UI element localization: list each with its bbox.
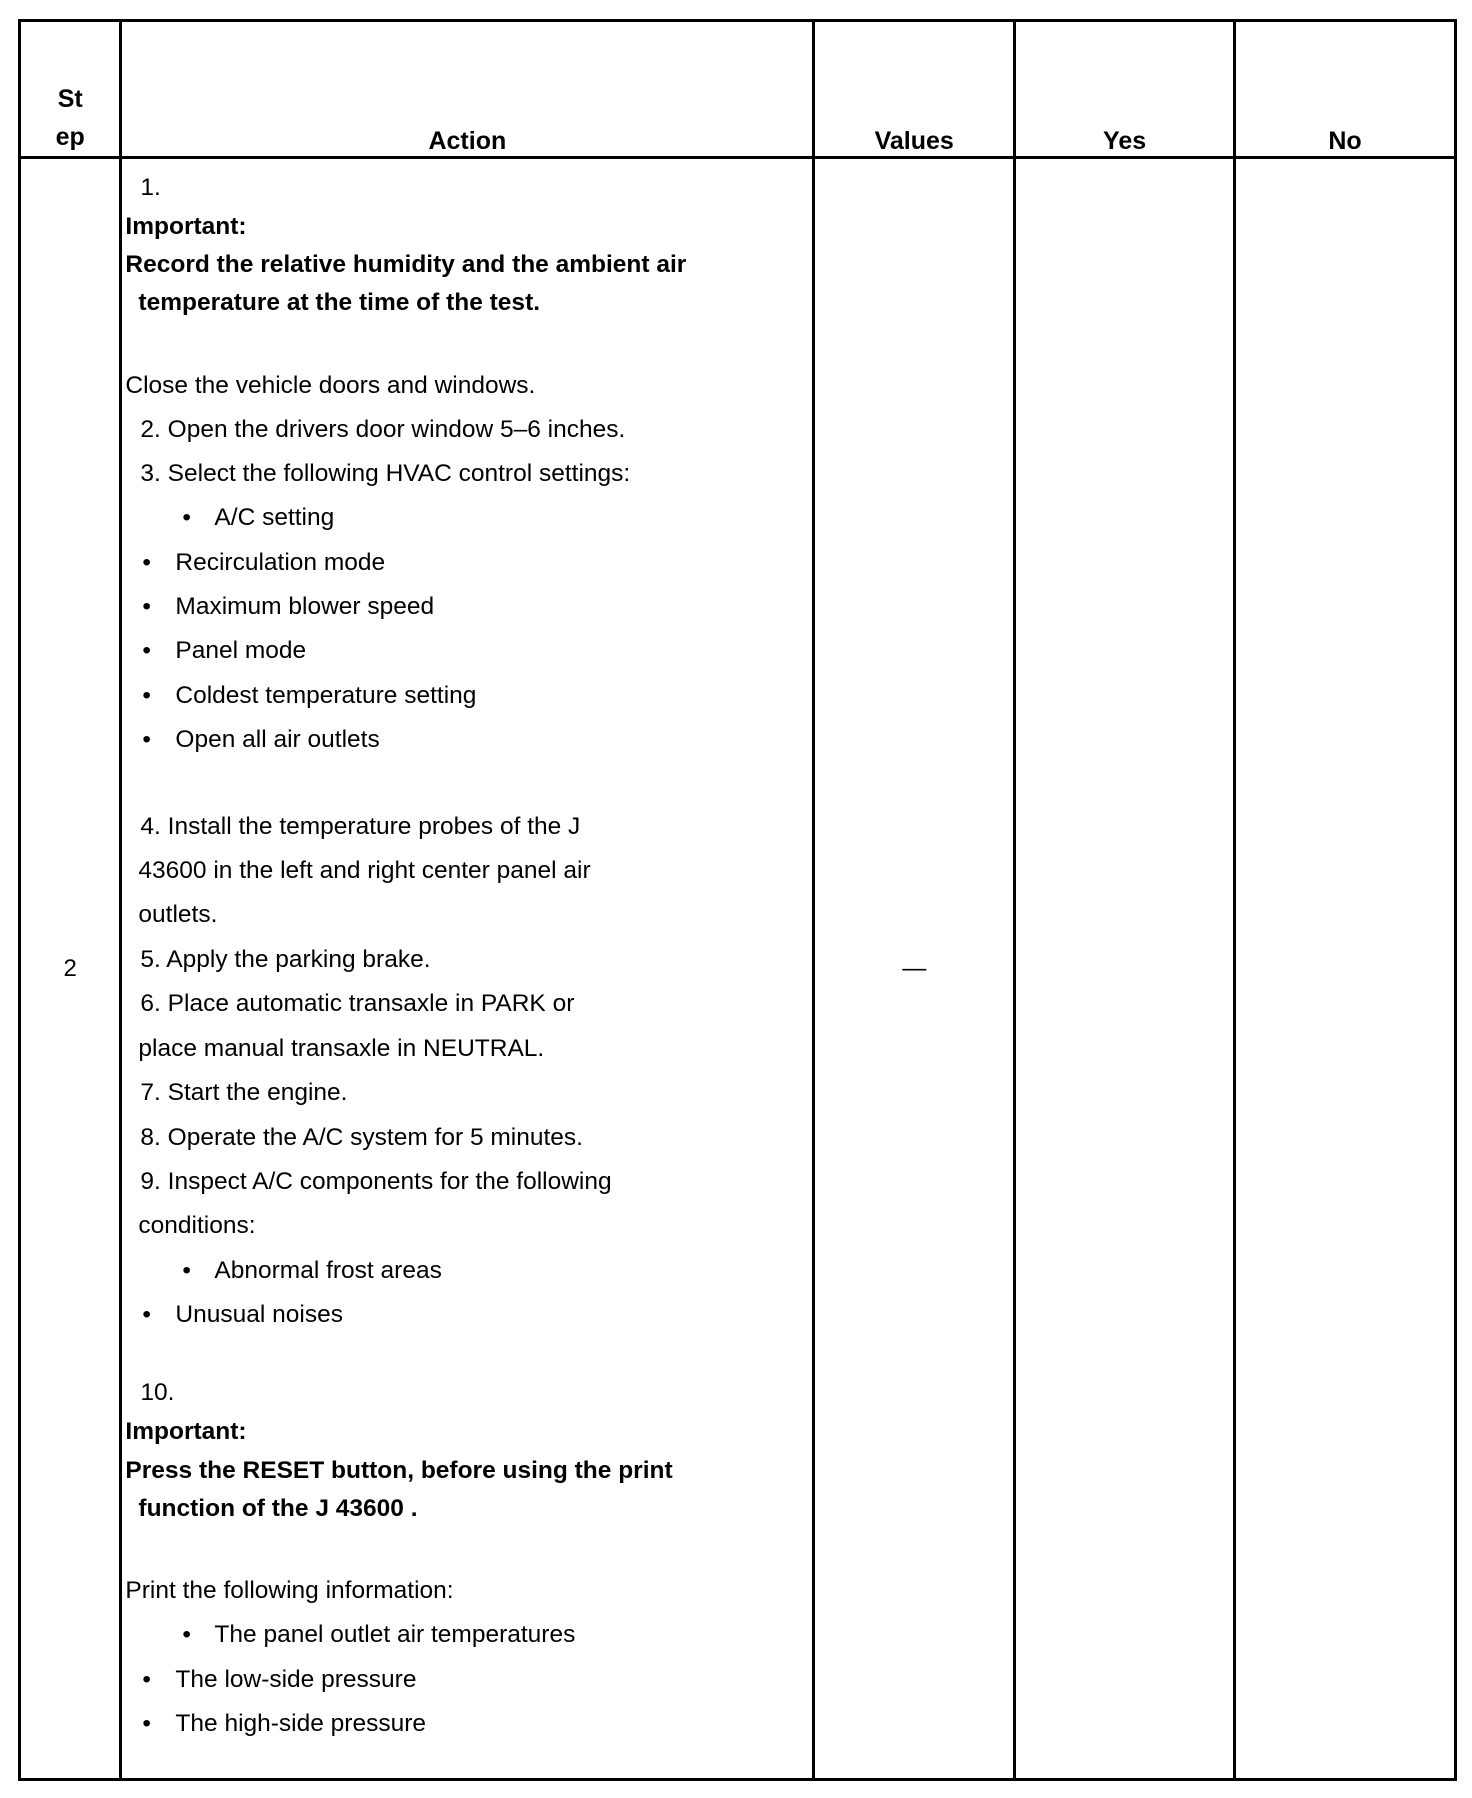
bullet-icon: •	[142, 593, 151, 620]
yes-cell	[1015, 158, 1235, 1780]
header-no: No	[1235, 21, 1456, 158]
bullet-icon: •	[142, 1666, 151, 1693]
bullet-icon: •	[182, 1257, 191, 1284]
step-8-text: 8. Operate the A/C system for 5 minutes.	[140, 1124, 583, 1151]
bullet-panel-temps: The panel outlet air temperatures	[214, 1621, 576, 1648]
step-2-text: 2. Open the drivers door window 5–6 inches.	[140, 416, 626, 443]
header-step	[20, 21, 121, 158]
important-text-2-line1: Press the RESET button, before using the print	[125, 1457, 673, 1484]
step-number: 2	[20, 158, 121, 1780]
bullet-icon: •	[182, 504, 191, 531]
bullet-low-side: The low-side pressure	[175, 1666, 417, 1693]
important-text-1-line2: temperature at the time of the test.	[138, 289, 541, 316]
bullet-icon: •	[142, 637, 151, 664]
step-4-line1: 4. Install the temperature probes of the J	[140, 813, 581, 840]
procedure-table	[18, 19, 1457, 1781]
header-step-line2: ep	[55, 123, 85, 151]
bullet-blower-speed: Maximum blower speed	[175, 593, 435, 620]
important-label-1: Important:	[125, 213, 247, 240]
bullet-panel-mode: Panel mode	[175, 637, 307, 664]
print-info-text: Print the following information:	[125, 1577, 454, 1604]
bullet-icon: •	[142, 726, 151, 753]
step-row	[20, 158, 1456, 1780]
step-9-line2: conditions:	[138, 1212, 256, 1239]
bullet-frost-areas: Abnormal frost areas	[214, 1257, 442, 1284]
step-3-text: 3. Select the following HVAC control settings:	[140, 460, 631, 487]
important-text-1-line1: Record the relative humidity and the ambient air	[125, 251, 687, 278]
bullet-recirculation: Recirculation mode	[175, 549, 386, 576]
step-9-line1: 9. Inspect A/C components for the following	[140, 1168, 612, 1195]
important-text-2-line2: function of the J 43600 .	[138, 1495, 418, 1522]
values-cell: —	[814, 158, 1015, 1780]
step-6-line1: 6. Place automatic transaxle in PARK or	[140, 990, 575, 1017]
bullet-air-outlets: Open all air outlets	[175, 726, 380, 753]
bullet-icon: •	[142, 549, 151, 576]
bullet-high-side: The high-side pressure	[175, 1710, 426, 1737]
step-7-text: 7. Start the engine.	[140, 1079, 348, 1106]
bullet-coldest-temp: Coldest temperature setting	[175, 682, 477, 709]
step-4-line3: outlets.	[138, 901, 218, 928]
bullet-icon: •	[142, 1301, 151, 1328]
bullet-icon: •	[142, 682, 151, 709]
action-cell	[121, 158, 814, 1780]
bullet-icon: •	[142, 1710, 151, 1737]
header-values: Values	[814, 21, 1015, 158]
step-5-text: 5. Apply the parking brake.	[140, 946, 431, 973]
step-1-number: 1.	[140, 174, 161, 201]
step-10-number: 10.	[140, 1379, 175, 1406]
header-action: Action	[121, 21, 814, 158]
bullet-unusual-noises: Unusual noises	[175, 1301, 343, 1328]
step-6-line2: place manual transaxle in NEUTRAL.	[138, 1035, 545, 1062]
bullet-ac-setting: A/C setting	[214, 504, 335, 531]
close-doors-text: Close the vehicle doors and windows.	[125, 372, 536, 399]
step-4-line2: 43600 in the left and right center panel air	[138, 857, 591, 884]
header-yes: Yes	[1015, 21, 1235, 158]
header-row	[20, 21, 1456, 158]
important-label-2: Important:	[125, 1418, 247, 1445]
bullet-icon: •	[182, 1621, 191, 1648]
header-step-line1: St	[57, 85, 83, 113]
no-cell	[1235, 158, 1456, 1780]
